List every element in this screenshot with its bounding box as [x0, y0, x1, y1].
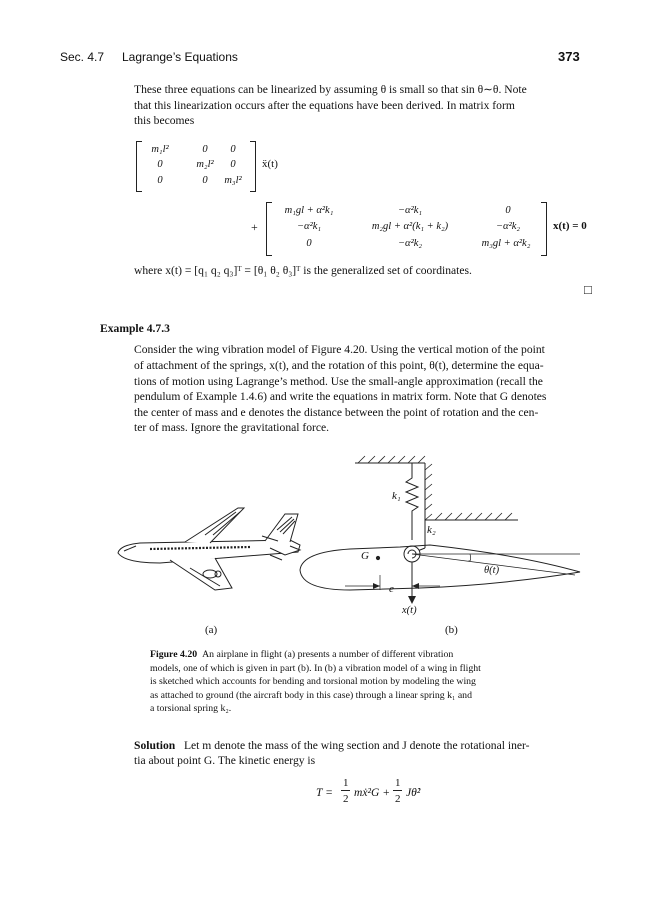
mass-matrix-multiplier: ẍ(t): [262, 158, 278, 170]
example-line: of attachment of the springs, x(t), and the rotation of this point, θ(t), determine the equa-: [134, 359, 544, 372]
equation-term-2: Jθ̇²: [406, 786, 421, 799]
caption-line: An airplane in flight (a) presents a number of different vibration: [202, 649, 454, 660]
example-line: ter of mass. Ignore the gravitational force.: [134, 421, 330, 434]
label-G: G: [361, 550, 369, 562]
example-title: Example 4.7.3: [100, 322, 170, 335]
section-label: Sec. 4.7: [60, 50, 105, 64]
mass-matrix-right-bracket: [250, 141, 256, 192]
figure-caption: [150, 648, 564, 716]
label-k1: k₁: [392, 490, 401, 502]
solution-line-2: tia about point G. The kinetic energy is: [134, 754, 316, 767]
stiffness-matrix-cell: 0: [306, 238, 312, 249]
where-line: where x(t) = [q₁ q₂ q₃]ᵀ = [θ₁ θ₂ θ₃]ᵀ is the generalized set of coordinates.: [134, 264, 472, 277]
mass-matrix-cell: 0: [157, 175, 163, 186]
fraction-1-numerator: 1: [343, 777, 349, 789]
linear-spring-k1: [406, 463, 418, 540]
fraction-2-numerator: 1: [395, 777, 401, 789]
figure-4-20: [0, 450, 647, 650]
label-theta: θ(t): [484, 565, 500, 576]
center-of-mass-dot: [376, 556, 379, 559]
intro-line-2: that this linearization occurs after the equations have been derived. In matrix form: [134, 99, 515, 112]
fraction-2-denominator: 2: [395, 793, 401, 805]
mass-matrix-cell: 0: [230, 159, 236, 170]
mass-matrix-cell: 0: [230, 144, 236, 155]
solution-line-1: [134, 738, 596, 754]
mass-matrix-cell: 0: [202, 144, 208, 155]
equation-lhs: T =: [316, 786, 333, 799]
x-arrow-head: [408, 596, 416, 604]
stiffness-matrix-cell: −α²k₂: [495, 221, 521, 232]
stiffness-matrix-right-bracket: [541, 202, 547, 256]
fraction-2-bar: [393, 790, 402, 791]
example-line: tions of motion using Lagrange’s method. Use the small-angle approximation (recall the: [134, 375, 543, 388]
label-x: x(t): [402, 605, 417, 616]
intro-line-3: this becomes: [134, 114, 195, 127]
example-line: Consider the wing vibration model of Figure 4.20. Using the vertical motion of the point: [134, 343, 545, 356]
stiffness-matrix-cell: m₂gl + α²(k₁ + k₂): [371, 221, 449, 232]
end-of-example-mark: □: [584, 282, 592, 297]
solution-text-1: Let m denote the mass of the wing section and J denote the rotational iner-: [183, 739, 530, 752]
equation-term-1: mẋ²G +: [354, 786, 391, 799]
fraction-1-denominator: 2: [343, 793, 349, 805]
stiffness-matrix-cell: −α²k₂: [397, 238, 423, 249]
page-number: 373: [558, 49, 580, 64]
caption-label: Figure 4.20: [150, 649, 198, 660]
caption-line: is sketched which accounts for bending and torsional motion by modeling the wing: [150, 676, 476, 688]
stiffness-matrix-cell: m₁gl + α²k₁: [284, 205, 334, 216]
caption-line: as attached to ground (the aircraft body in this case) through a linear spring k₁ and: [150, 689, 472, 701]
figure-label-a: (a): [205, 624, 218, 636]
label-e: e: [389, 583, 394, 595]
mass-matrix-cell: m₃l²: [224, 175, 242, 186]
caption-line: a torsional spring k₂.: [150, 703, 232, 715]
stiffness-matrix-cell: m₃gl + α²k₂: [481, 238, 531, 249]
solution-label: Solution: [134, 739, 176, 752]
caption-line: models, one of which is given in part (b). In (b) a vibration model of a wing in flight: [150, 662, 481, 674]
stiffness-matrix-cell: −α²k₁: [296, 221, 322, 232]
label-k2: k₂: [427, 524, 436, 536]
running-title: Lagrange’s Equations: [122, 50, 238, 64]
example-line: the center of mass and e denotes the distance between the point of rotation and the cen-: [134, 406, 539, 419]
mass-matrix-cell: 0: [157, 159, 163, 170]
stiffness-matrix-suffix: x(t) = 0: [553, 220, 587, 232]
mass-matrix-cell: m₁l²: [151, 144, 169, 155]
wing-model: [300, 456, 580, 604]
stiffness-matrix-cell: 0: [505, 205, 511, 216]
stiffness-matrix-cell: −α²k₁: [397, 205, 423, 216]
fraction-1-bar: [341, 790, 350, 791]
figure-label-b: (b): [445, 624, 458, 636]
plus-sign: +: [251, 220, 258, 234]
wing-airfoil: [300, 545, 580, 590]
mass-matrix-cell: m₂l²: [196, 159, 214, 170]
airplane-illustration: [118, 508, 300, 590]
intro-line-1: These three equations can be linearized by assuming θ is small so that sin θ∼θ. Note: [134, 83, 527, 96]
example-line: pendulum of Example 1.4.6) and write the equations in matrix form. Note that G denotes: [134, 390, 547, 403]
mass-matrix-cell: 0: [202, 175, 208, 186]
